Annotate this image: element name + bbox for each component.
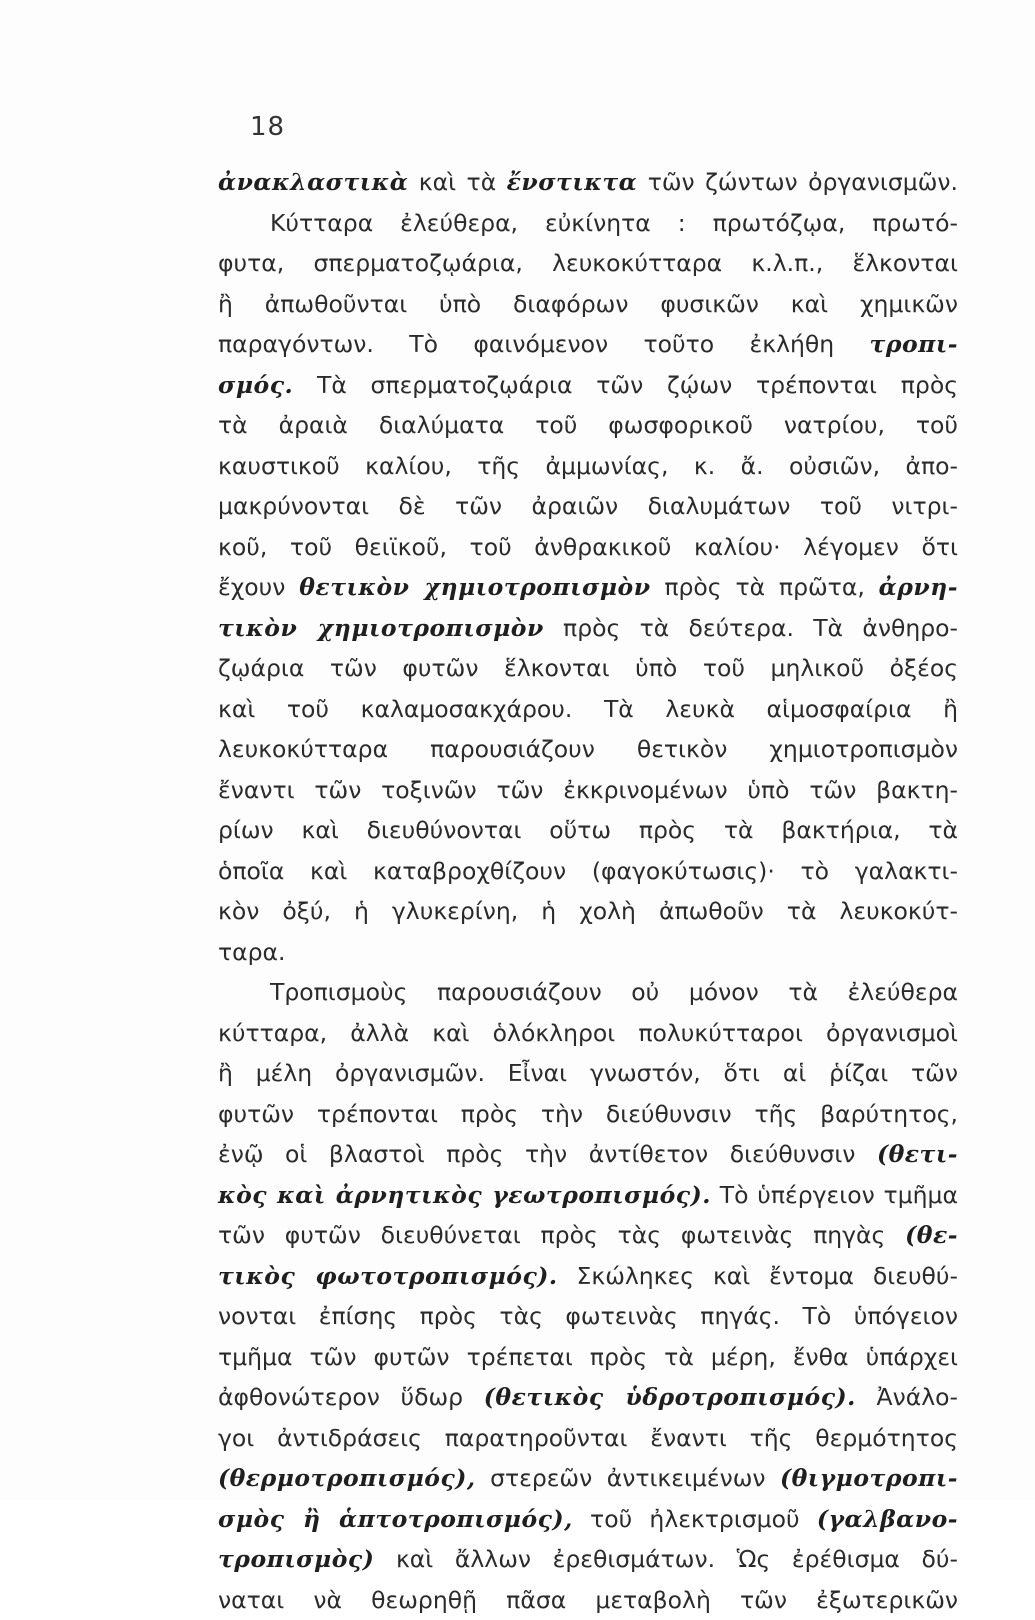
- text-line: [218, 1539, 958, 1580]
- text-line: [218, 1013, 958, 1054]
- text-segment: ἢ μέλη ὀργανισμῶν. Εἶναι γνωστόν, ὅτι αἱ ῥίζαι τῶν: [218, 1059, 958, 1087]
- text-segment: καὶ τὰ: [408, 168, 506, 196]
- emphasized-term: (θερμοτροπισμός),: [218, 1464, 476, 1492]
- text-line: [218, 972, 958, 1013]
- text-line: [218, 770, 958, 811]
- text-segment: Τὸ ὑπέργειον τμῆμα: [711, 1181, 958, 1209]
- emphasized-term: ἀνακλαστικὰ: [218, 168, 408, 196]
- text-segment: ἔχουν: [218, 573, 299, 601]
- text-line: [218, 527, 958, 568]
- text-line: [218, 1418, 958, 1459]
- text-line: [218, 1175, 958, 1216]
- text-line: [218, 1458, 958, 1499]
- text-segment: νονται ἐπίσης πρὸς τὰς φωτεινὰς πηγάς. Τὸ ὑπόγειον: [218, 1302, 958, 1330]
- text-line: [218, 891, 958, 932]
- text-line: [218, 1499, 958, 1540]
- emphasized-term: ἀρνη-: [879, 573, 958, 601]
- text-segment: φυτα, σπερματοζῳάρια, λευκοκύτταρα κ.λ.π., ἕλκονται: [218, 249, 958, 277]
- text-segment: τῶν ζώντων ὀργανισμῶν.: [637, 168, 958, 196]
- text-segment: παραγόντων. Τὸ φαινόμενον τοῦτο ἐκλήθη: [218, 330, 870, 358]
- text-segment: Ἀνάλο-: [856, 1383, 958, 1411]
- text-line: [218, 1377, 958, 1418]
- text-segment: ζῳάρια τῶν φυτῶν ἕλκονται ὑπὸ τοῦ μηλικοῦ ὀξέος: [218, 654, 958, 682]
- text-segment: Τὰ σπερματοζῳάρια τῶν ζῴων τρέπονται πρὸς: [293, 371, 958, 399]
- text-segment: ἢ ἀπωθοῦνται ὑπὸ διαφόρων φυσικῶν καὶ χημικῶν: [218, 290, 958, 318]
- text-line: [218, 1053, 958, 1094]
- text-line: [218, 1256, 958, 1297]
- text-line: [218, 365, 958, 406]
- text-line: [218, 162, 958, 203]
- emphasized-term: (θιγμοτροπι-: [780, 1464, 958, 1492]
- text-segment: ὁποῖα καὶ καταβροχθίζουν (φαγοκύτωσις)· τὸ γαλακτι-: [218, 857, 958, 885]
- text-segment: γοι ἀντιδράσεις παρατηροῦνται ἔναντι τῆς θερμότητος: [218, 1424, 958, 1452]
- text-segment: καὶ τοῦ καλαμοσακχάρου. Τὰ λευκὰ αἱμοσφαίρια ἢ: [218, 695, 958, 723]
- text-segment: μακρύνονται δὲ τῶν ἀραιῶν διαλυμάτων τοῦ νιτρι-: [218, 492, 958, 520]
- text-line: [218, 446, 958, 487]
- text-segment: κύτταρα, ἀλλὰ καὶ ὁλόκληροι πολυκύτταροι ὀργανισμοὶ: [218, 1019, 958, 1047]
- text-segment: τμῆμα τῶν φυτῶν τρέπεται πρὸς τὰ μέρη, ἔνθα ὑπάρχει: [218, 1343, 958, 1371]
- text-line: [218, 1134, 958, 1175]
- text-segment: Σκώληκες καὶ ἔντομα διευθύ-: [558, 1262, 958, 1290]
- emphasized-term: (θε-: [905, 1221, 958, 1249]
- text-line: [218, 810, 958, 851]
- text-line: [218, 405, 958, 446]
- text-segment: καὶ ἄλλων ἐρεθισμάτων. Ὡς ἐρέθισμα δύ-: [374, 1545, 958, 1573]
- text-line: [218, 243, 958, 284]
- text-segment: κὸν ὀξύ, ἡ γλυκερίνη, ἡ χολὴ ἀπωθοῦν τὰ λευκοκύτ-: [218, 897, 958, 925]
- text-line: [218, 608, 958, 649]
- text-line: [218, 648, 958, 689]
- text-line: [218, 203, 958, 244]
- text-line: [218, 851, 958, 892]
- text-segment: πρὸς τὰ δεύτερα. Τὰ ἀνθηρο-: [544, 614, 958, 642]
- emphasized-term: τροπι-: [870, 330, 958, 358]
- text-segment: τοῦ ἠλεκτρισμοῦ: [573, 1505, 817, 1533]
- text-line: [218, 1094, 958, 1135]
- text-segment: φυτῶν τρέπονται πρὸς τὴν διεύθυνσιν τῆς βαρύτητος,: [218, 1100, 958, 1128]
- emphasized-term: τικὸς φωτοτροπισμός).: [218, 1262, 558, 1290]
- text-line: [218, 324, 958, 365]
- text-line: [218, 1296, 958, 1337]
- text-segment: ναται νὰ θεωρηθῇ πᾶσα μεταβολὴ τῶν ἐξωτερικῶν: [218, 1586, 958, 1614]
- body-text: [218, 162, 958, 1620]
- text-segment: καυστικοῦ καλίου, τῆς ἀμμωνίας, κ. ἄ. οὐσιῶν, ἀπο-: [218, 452, 958, 480]
- emphasized-term: (γαλβανο-: [817, 1505, 958, 1533]
- text-segment: λευκοκύτταρα παρουσιάζουν θετικὸν χημιοτροπισμὸν: [218, 735, 958, 763]
- text-segment: κοῦ, τοῦ θειϊκοῦ, τοῦ ἀνθρακικοῦ καλίου· λέγομεν ὅτι: [218, 533, 958, 561]
- emphasized-term: (θετικὸς ὑδροτροπισμός).: [484, 1383, 856, 1411]
- emphasized-term: ἔνστικτα: [507, 168, 638, 196]
- text-segment: Τροπισμοὺς παρουσιάζουν οὐ μόνον τὰ ἐλεύθερα: [270, 978, 958, 1006]
- emphasized-term: (θετι-: [877, 1140, 958, 1168]
- text-line: [218, 284, 958, 325]
- text-line: [218, 486, 958, 527]
- text-line: [218, 1215, 958, 1256]
- page-number: 18: [250, 112, 285, 142]
- text-segment: ἔναντι τῶν τοξινῶν τῶν ἐκκρινομένων ὑπὸ τῶν βακτη-: [218, 776, 958, 804]
- text-segment: πρὸς τὰ πρῶτα,: [651, 573, 879, 601]
- text-line: [218, 567, 958, 608]
- text-line: [218, 729, 958, 770]
- text-segment: ἐνῷ οἱ βλαστοὶ πρὸς τὴν ἀντίθετον διεύθυνσιν: [218, 1140, 877, 1168]
- text-line: [218, 1337, 958, 1378]
- emphasized-term: σμὸς ἢ ἁπτοτροπισμός),: [218, 1505, 573, 1533]
- emphasized-term: κὸς καὶ ἀρνητικὸς γεωτροπισμός).: [218, 1181, 711, 1209]
- emphasized-term: θετικὸν χημιοτροπισμὸν: [299, 573, 650, 601]
- text-segment: ρίων καὶ διευθύνονται οὕτω πρὸς τὰ βακτήρια, τὰ: [218, 816, 958, 844]
- text-segment: τῶν φυτῶν διευθύνεται πρὸς τὰς φωτεινὰς πηγὰς: [218, 1221, 905, 1249]
- emphasized-term: τικὸν χημιοτροπισμὸν: [218, 614, 544, 642]
- text-segment: Κύτταρα ἐλεύθερα, εὐκίνητα : πρωτόζῳα, πρωτό-: [270, 209, 958, 237]
- text-segment: ταρα.: [218, 938, 286, 966]
- text-line: [218, 932, 958, 973]
- text-segment: τὰ ἀραιὰ διαλύματα τοῦ φωσφορικοῦ νατρίου, τοῦ: [218, 411, 958, 439]
- text-line: [218, 689, 958, 730]
- emphasized-term: τροπισμὸς): [218, 1545, 374, 1573]
- emphasized-term: σμός.: [218, 371, 293, 399]
- text-line: [218, 1580, 958, 1620]
- text-segment: ἀφθονώτερον ὕδωρ: [218, 1383, 484, 1411]
- text-segment: στερεῶν ἀντικειμένων: [476, 1464, 780, 1492]
